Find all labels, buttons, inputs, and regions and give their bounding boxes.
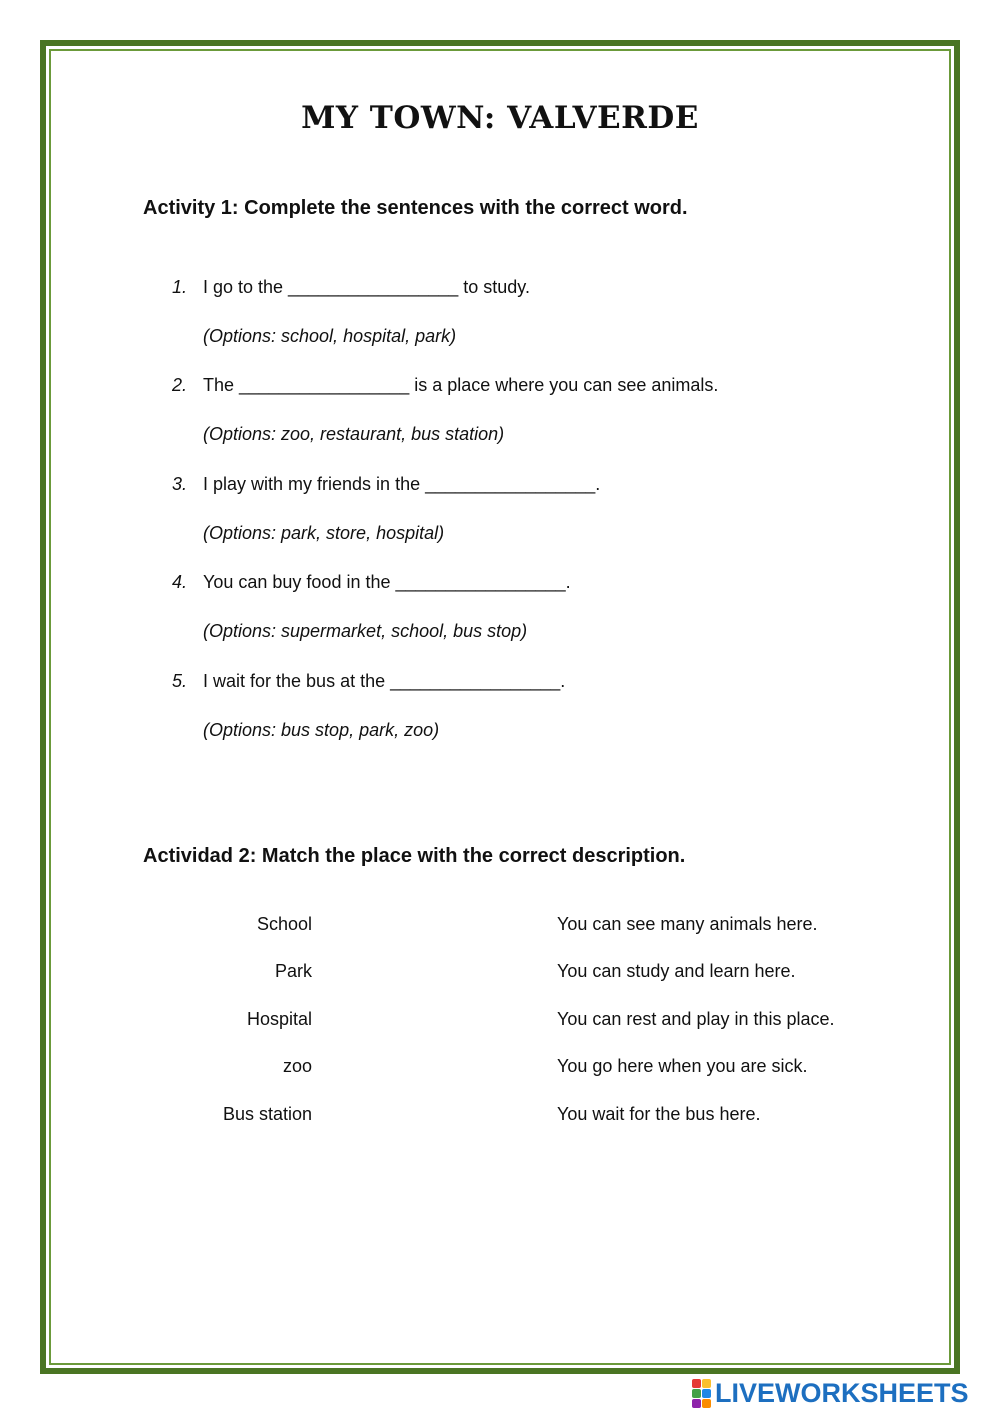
question-text: I play with my friends in the _________________. [203,474,601,494]
logo-text: LIVEWORKSHEETS [715,1377,969,1408]
activity1-heading: Activity 1: Complete the sentences with the correct word. [143,197,688,219]
match-description: You can study and learn here. [557,961,796,981]
question-options: (Options: zoo, restaurant, bus station) [203,424,505,444]
match-description: You wait for the bus here. [557,1104,761,1124]
question-number: 2. [172,375,188,395]
match-place: zoo [282,1056,312,1076]
question-text: I go to the _________________ to study. [203,277,530,297]
logo-blocks-icon [692,1379,711,1408]
match-description: You go here when you are sick. [557,1056,808,1076]
page-border-inner [49,49,951,1365]
question-options: (Options: bus stop, park, zoo) [203,720,440,740]
question-text: I wait for the bus at the _________________. [203,671,566,691]
match-place: Bus station [222,1104,312,1124]
question-options: (Options: supermarket, school, bus stop) [203,621,528,641]
question-number: 5. [172,671,188,691]
match-place: Hospital [246,1009,312,1029]
question-text: You can buy food in the _________________. [203,572,571,592]
match-place: School [256,914,312,934]
question-options: (Options: park, store, hospital) [203,523,445,543]
match-place: Park [274,961,312,981]
match-description: You can rest and play in this place. [557,1009,835,1029]
match-description: You can see many animals here. [557,914,818,934]
activity2-heading: Actividad 2: Match the place with the correct description. [143,845,686,867]
question-options: (Options: school, hospital, park) [203,326,457,346]
question-number: 4. [172,572,188,592]
liveworksheets-logo[interactable] [692,1378,969,1408]
question-number: 1. [172,277,188,297]
worksheet-title: MY TOWN: VALVERDE [301,100,699,136]
question-number: 3. [172,474,188,494]
question-text: The _________________ is a place where you can see animals. [203,375,719,395]
